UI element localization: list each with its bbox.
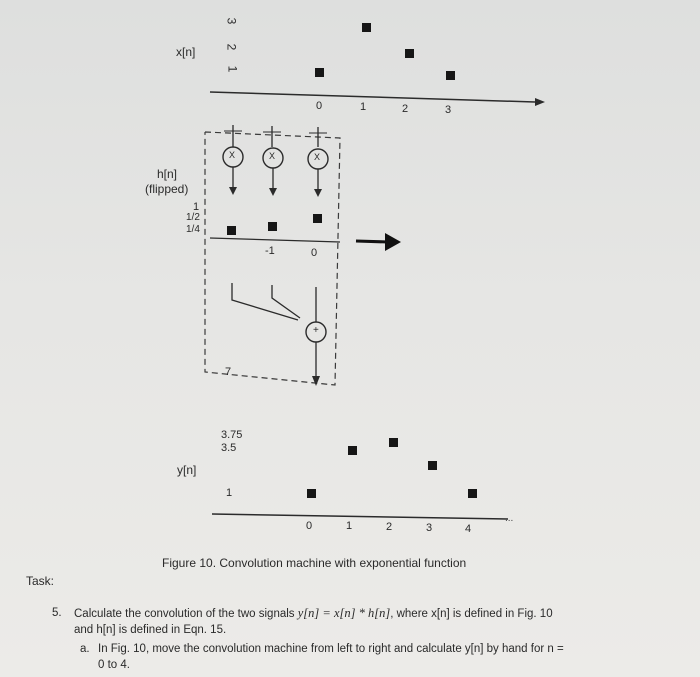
h-signal-y-tick-1: 1 xyxy=(193,201,200,213)
multiplier-out-2-arrowhead xyxy=(269,188,277,196)
task-sub-line2: 0 to 4. xyxy=(98,659,130,671)
y-signal-y-tick-1: 1 xyxy=(226,487,233,499)
x-signal-point-n3 xyxy=(446,71,455,80)
task-item-line1 xyxy=(74,605,674,622)
h-signal-axis xyxy=(210,238,340,242)
task-heading: Task: xyxy=(26,574,55,588)
y-signal-point-n1 xyxy=(348,446,357,455)
y-signal-axis-ellipsis: ... xyxy=(505,513,514,524)
h-signal-flipped-label: (flipped) xyxy=(145,182,189,196)
multiply-symbol-3: X xyxy=(314,152,321,162)
h-signal-x-tick-0: 0 xyxy=(311,247,318,259)
h-signal-point-n0 xyxy=(313,214,322,223)
task-sub-line1: In Fig. 10, move the convolution machine from left to right and calculate y[n] by hand for n = xyxy=(98,643,564,655)
x-signal-label: x[n] xyxy=(176,45,196,59)
task-item-line2: and h[n] is defined in Eqn. 15. xyxy=(74,624,227,636)
y-signal-x-tick-3: 3 xyxy=(426,522,433,534)
x-signal-point-n1 xyxy=(362,23,371,32)
h-signal-y-tick-half: 1/2 xyxy=(186,212,200,223)
y-signal-x-tick-4: 4 xyxy=(465,523,472,535)
h-signal-y-tick-quarter: 1/4 xyxy=(186,224,200,235)
h-signal-label: h[n] xyxy=(157,167,178,181)
multiply-symbol-1: X xyxy=(229,150,236,160)
y-signal-x-tick-0: 0 xyxy=(306,520,313,532)
y-signal-point-n2 xyxy=(389,438,398,447)
x-signal-y-tick-2: 2 xyxy=(224,43,239,51)
figure-caption: Figure 10. Convolution machine with exponential function xyxy=(162,556,467,570)
x-signal-y-tick-1: 1 xyxy=(225,65,240,73)
y-signal-output-tick: 7 xyxy=(225,366,232,378)
y-signal-y-tick-3-75: 3.75 xyxy=(221,429,243,441)
y-signal-y-tick-3-5: 3.5 xyxy=(221,442,237,454)
x-signal-axis xyxy=(210,92,535,102)
y-signal-x-tick-2: 2 xyxy=(386,521,393,533)
x-signal-x-tick-0: 0 xyxy=(316,100,323,112)
convolution-equation: y[n] = x[n] * h[n] xyxy=(297,606,391,620)
x-signal-y-tick-3: 3 xyxy=(224,17,239,25)
multiplier-out-1-arrowhead xyxy=(229,187,237,195)
y-signal-point-n0 xyxy=(307,489,316,498)
task-sub-label: a. xyxy=(80,643,90,655)
h-signal-point-n-2 xyxy=(227,226,236,235)
task-item-text-a: Calculate the convolution of the two signals xyxy=(74,608,298,620)
task-item-number: 5. xyxy=(52,607,62,619)
multiplier-out-3-arrowhead xyxy=(314,189,322,197)
y-signal-axis xyxy=(212,514,508,519)
x-signal-point-n2 xyxy=(405,49,414,58)
x-signal-axis-arrowhead xyxy=(535,98,545,106)
h-signal-x-tick-neg1: -1 xyxy=(265,245,275,257)
y-signal-label: y[n] xyxy=(177,463,197,477)
x-signal-x-tick-1: 1 xyxy=(360,101,367,113)
x-signal-point-n0 xyxy=(315,68,324,77)
sum-wire-1 xyxy=(232,283,298,320)
y-signal-point-n3 xyxy=(428,461,437,470)
adder-output-arrowhead xyxy=(312,376,320,386)
task-item-text-b: , where x[n] is defined in Fig. 10 xyxy=(390,608,553,620)
adder-symbol: + xyxy=(313,325,319,336)
x-signal-x-tick-3: 3 xyxy=(445,104,452,116)
multiply-symbol-2: X xyxy=(269,151,276,161)
y-signal-point-n4 xyxy=(468,489,477,498)
y-signal-x-tick-1: 1 xyxy=(346,520,353,532)
x-signal-x-tick-2: 2 xyxy=(402,103,409,115)
shift-arrow-head xyxy=(385,233,401,251)
shift-arrow-shaft xyxy=(356,241,388,242)
h-signal-point-n-1 xyxy=(268,222,277,231)
